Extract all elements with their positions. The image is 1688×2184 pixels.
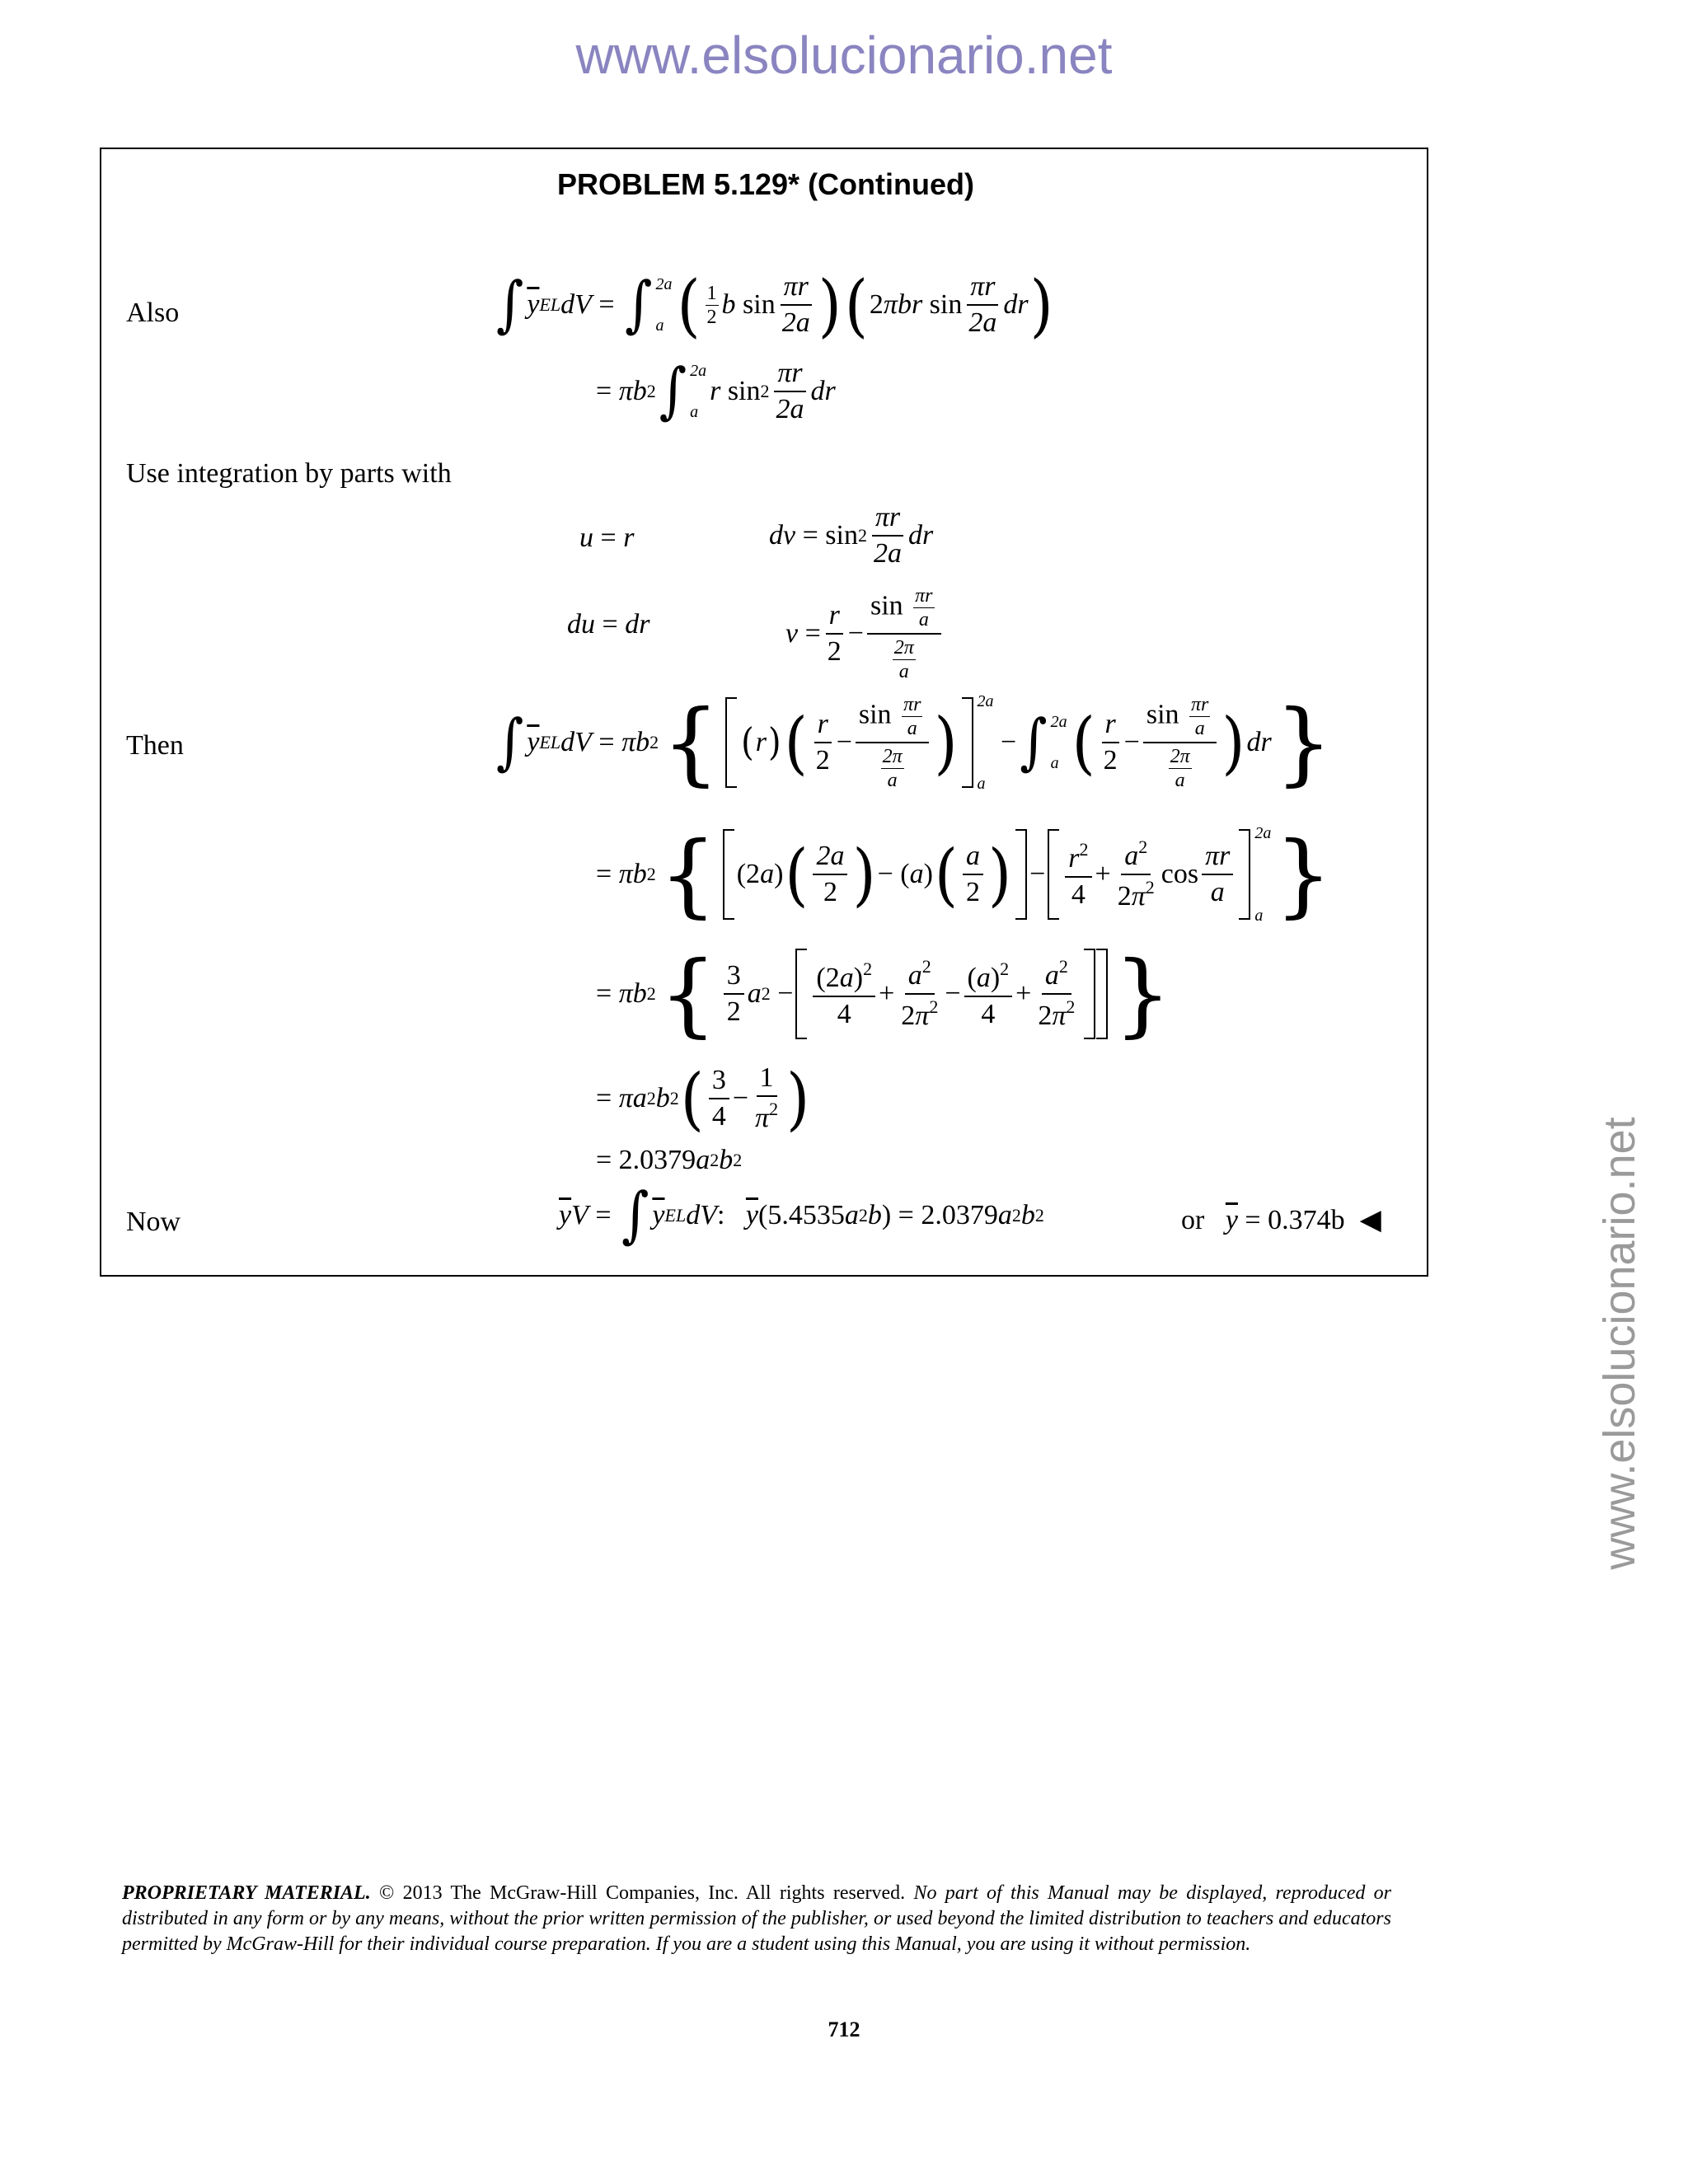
label-now: Now bbox=[126, 1207, 181, 1237]
solution-box bbox=[100, 148, 1428, 1277]
equation-now: $\overline{y}$ V = ∫ $\overline{y}$ EL dV : $\overline{y}$ (5.4535 a 2 b ) = 2.0379 a 2 b 2 bbox=[559, 1180, 1044, 1251]
problem-title: PROBLEM 5.129* (Continued) bbox=[556, 167, 975, 201]
parts-du: du = dr bbox=[567, 609, 650, 640]
footer-bold: PROPRIETARY MATERIAL. bbox=[122, 1882, 371, 1904]
label-or: or bbox=[1181, 1205, 1205, 1235]
label-parts-intro: Use integration by parts with bbox=[126, 458, 452, 489]
equation-then-4: = πa 2 b 2 ( $\frac{3}{4}$ − $\frac{1}{\pi^2}$ ) bbox=[596, 1058, 810, 1138]
parts-v: v = $\frac{r}{2}$ − sin $\frac{\pi r}{a}$ $\frac{2\pi}{a}$ bbox=[785, 586, 945, 682]
equation-also-2: = πb 2 ∫ 2a a r sin 2 $\frac{\pi r}{2a}$ dr bbox=[596, 356, 836, 427]
equation-then-5: = 2.0379 a 2 b 2 bbox=[596, 1145, 743, 1175]
label-also: Also bbox=[126, 298, 180, 328]
page-number: 712 bbox=[828, 2018, 860, 2041]
equation-then-3: = πb 2 { $\frac{3}{2}$ a 2 − $\frac{(2a)^2}{4}$ + $\frac{a^2}{2\pi^2}$ − $\frac{(a)^2}{4}$ + $\frac{a^2}{2\pi^2}$ } bbox=[596, 941, 1172, 1047]
watermark-side-text: www.elsolucionario.net bbox=[1595, 1117, 1644, 1570]
equation-also-1: ∫ $\overline{y}$ EL dV = ∫ 2a a ( $\frac{1}{2}$ b sin $\frac{\pi r}{2a}$ ) ( 2 πbr sin $\frac{\pi r}{2a}$ dr ) bbox=[496, 265, 1053, 345]
footer-notice bbox=[122, 1881, 1391, 1957]
equation-then-1: ∫ $\overline{y}$ EL dV = πb 2 { ( r ) ( $\frac{r}{2}$ − sin $\frac{\pi r}{a}$ $\frac{2\pi}{a}$ ) 2a a − ∫ 2a a ( $\frac{r}{2}$ − sin $\frac{\pi r}{a}$ $\frac{2\pi}{a}$ ) dr } bbox=[496, 690, 1333, 795]
label-then: Then bbox=[126, 730, 184, 761]
footer-copyright: © 2013 The McGraw-Hill Companies, Inc. All rights reserved. bbox=[379, 1882, 906, 1904]
equation-then-2: = πb 2 { (2 a ) ( $\frac{2a}{2}$ ) − ( a ) ( $\frac{a}{2}$ ) − $\frac{r^2}{4}$ + $\frac{a^2}{2\pi^2}$ cos $\frac{\pi r}{a}$ 2a a } bbox=[596, 822, 1333, 927]
parts-dv: dv = sin 2 $\frac{\pi r}{2a}$ dr bbox=[769, 502, 934, 569]
watermark-top: www.elsolucionario.net bbox=[575, 26, 1113, 85]
parts-u: u = r bbox=[579, 523, 635, 553]
answer-marker-icon: ◀ bbox=[1359, 1205, 1381, 1235]
footer-text: No part of this Manual may be displayed, reproduced or distributed in any form or by any means, without the prior written permission of the publisher, or used beyond the limited distribution to teachers and educators permitted by McGraw-Hill for their individual course preparation. If you are a student using this Manual, you are using it without permission. bbox=[122, 1882, 1391, 1955]
final-answer: or $\overline{y}$ = 0.374b ◀ bbox=[1181, 1205, 1381, 1235]
final-value: = 0.374b bbox=[1245, 1205, 1345, 1235]
